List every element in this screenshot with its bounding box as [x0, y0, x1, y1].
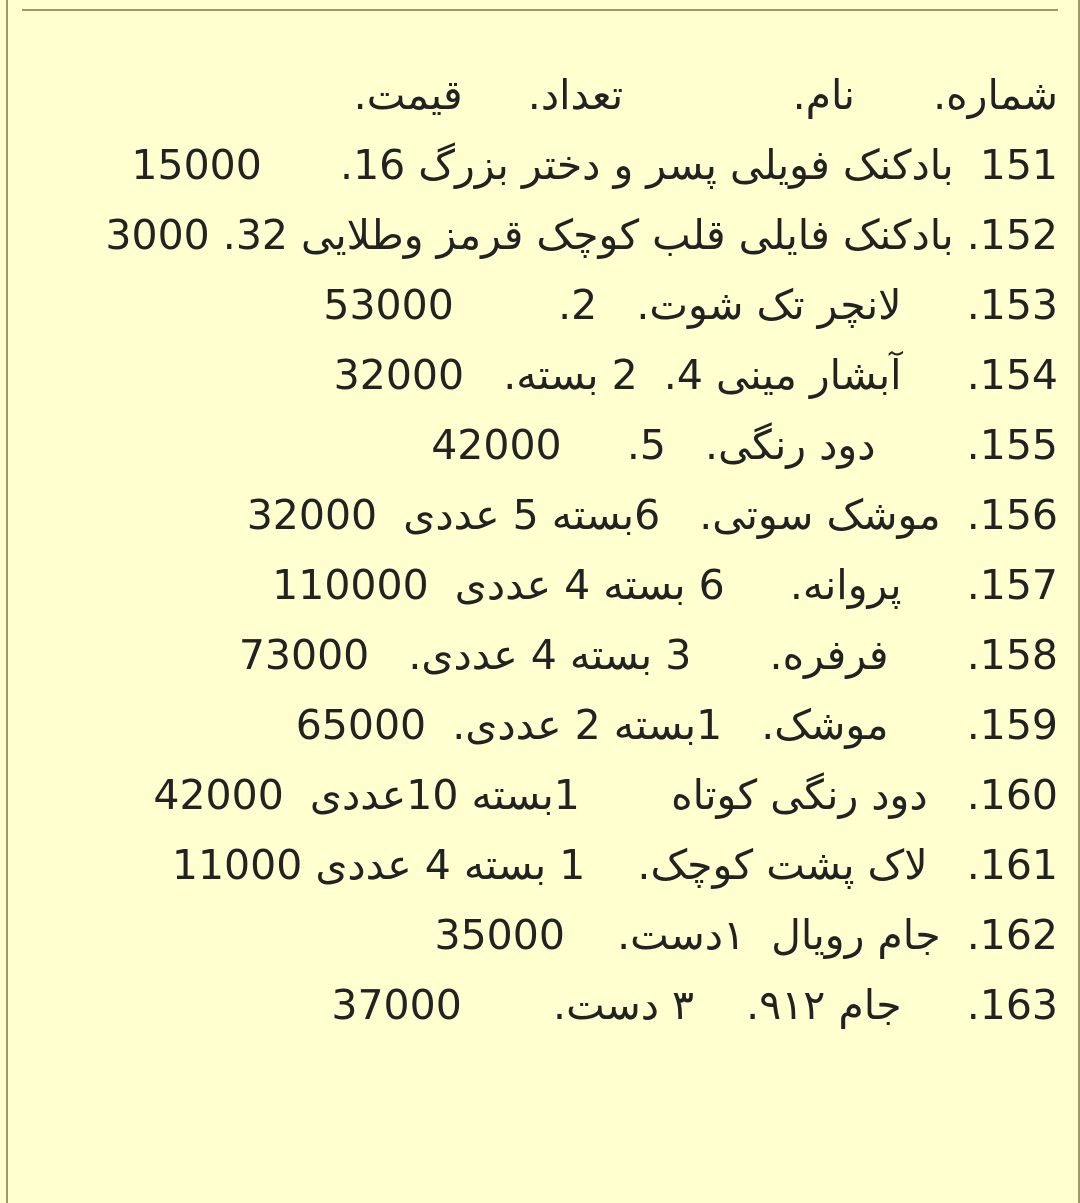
header-row: شماره. نام. تعداد. قیمت. [353, 71, 1058, 119]
item-line: 153. لانچر تک شوت. 2. 53000 [323, 281, 1058, 329]
item-line: 158. فرفره. 3 بسته 4 عددی. 73000 [238, 631, 1058, 679]
item-line: 160. دود رنگی کوتاه 1بسته 10عددی 42000 [153, 771, 1058, 819]
item-line: 154. آبشار مینی 4. 2 بسته. 32000 [333, 351, 1058, 399]
item-line: 161. لاک پشت کوچک. 1 بسته 4 عددی 11000 [171, 841, 1058, 889]
left-border [6, 0, 8, 1203]
item-line: 156. موشک سوتی. 6بسته 5 عددی 32000 [246, 491, 1058, 539]
item-line: 163. جام ۹۱۲. ۳ دست. 37000 [331, 981, 1058, 1029]
item-line: 155. دود رنگی. 5. 42000 [431, 421, 1058, 469]
item-line: 159. موشک. 1بسته 2 عددی. 65000 [295, 701, 1058, 749]
top-divider [22, 9, 1058, 11]
note-body[interactable] [22, 60, 1058, 1040]
item-line: 152. بادکنک فایلی قلب کوچک قرمز وطلایی 32. 3000 [105, 211, 1058, 259]
item-line: 162. جام رویال ۱دست. 35000 [434, 911, 1058, 959]
item-line: 157. پروانه. 6 بسته 4 عددی 110000 [272, 561, 1058, 609]
item-line: 151 بادکنک فویلی پسر و دختر بزرگ 16. 15000 [131, 141, 1058, 189]
